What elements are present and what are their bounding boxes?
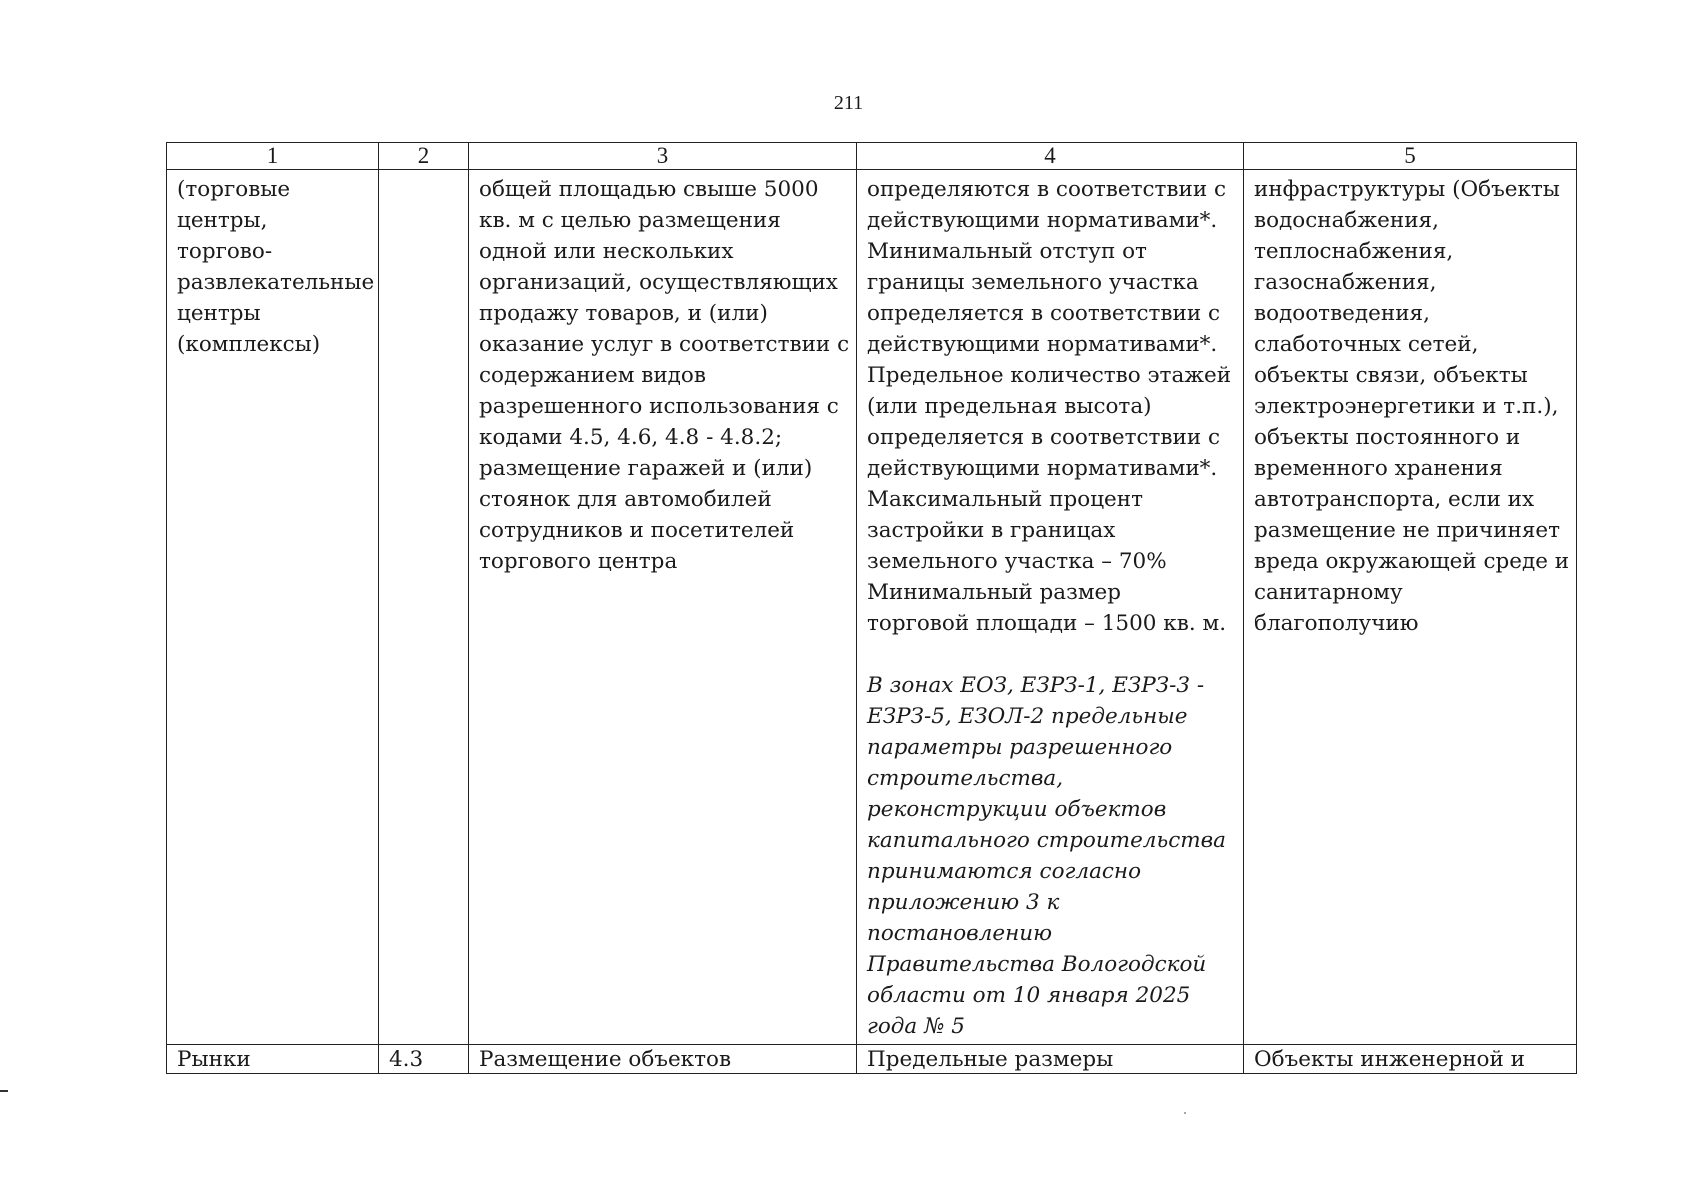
scan-speck (1184, 1112, 1186, 1114)
paragraph-gap (867, 639, 1233, 670)
text-line: продажу товаров, и (или) (479, 301, 768, 326)
text-line: центры (177, 301, 261, 326)
text-line: Минимальный отступ от (867, 239, 1147, 264)
text-line: слаботочных сетей, (1254, 332, 1479, 357)
text-line: стоянок для автомобилей (479, 487, 772, 512)
italic-text-line: Правительства Вологодской (867, 952, 1207, 977)
text-line: центры, (177, 208, 268, 233)
cell-code (379, 170, 469, 1045)
text-line: одной или нескольких (479, 239, 734, 264)
header-col-2: 2 (379, 143, 469, 170)
page-number: 211 (833, 92, 864, 114)
italic-text-line: постановлению (867, 921, 1053, 946)
italic-text-line: области от 10 января 2025 (867, 983, 1191, 1008)
text-line: земельного участка – 70% (867, 549, 1167, 574)
text-line: торговой площади – 1500 кв. м. (867, 611, 1227, 636)
header-col-5: 5 (1244, 143, 1577, 170)
text-line: торгового центра (479, 549, 678, 574)
text-line: определяется в соответствии с (867, 425, 1221, 450)
cell-auxiliary-uses (1244, 170, 1577, 1045)
text-line: (или предельная высота) (867, 394, 1152, 419)
cell-parameters: Предельные размеры (857, 1045, 1244, 1074)
italic-text-line: реконструкции объектов (867, 797, 1167, 822)
text-line: теплоснабжения, (1254, 239, 1454, 264)
text-line: определяется в соответствии с (867, 301, 1221, 326)
text-line: Максимальный процент (867, 487, 1143, 512)
text-line: застройки в границах (867, 518, 1116, 543)
italic-text-line: ЕЗРЗ-5, ЕЗОЛ-2 предельные (867, 704, 1188, 729)
text-line: размещение не причиняет (1254, 518, 1561, 543)
header-row (167, 143, 1577, 170)
text-line: кодами 4.5, 4.6, 4.8 - 4.8.2; (479, 425, 783, 450)
italic-text-line: строительства, (867, 766, 1064, 791)
text-line: автотранспорта, если их (1254, 487, 1535, 512)
zoning-table (166, 142, 1577, 1074)
text-line: оказание услуг в соответствии с (479, 332, 850, 357)
text-line: кв. м с целью размещения (479, 208, 781, 233)
italic-text-line: принимаются согласно (867, 859, 1142, 884)
text-line: объекты связи, объекты (1254, 363, 1528, 388)
text-line: инфраструктуры (Объекты (1254, 177, 1560, 202)
text-line: (торговые (177, 177, 291, 202)
cell-description (469, 170, 857, 1045)
text-line: размещение гаражей и (или) (479, 456, 813, 481)
text-line: объекты постоянного и (1254, 425, 1521, 450)
text-line: санитарному (1254, 580, 1403, 605)
text-line: действующими нормативами*. (867, 332, 1218, 357)
text-line: границы земельного участка (867, 270, 1199, 295)
cell-code: 4.3 (379, 1045, 469, 1074)
table-row (167, 1045, 1577, 1074)
text-line: определяются в соответствии с (867, 177, 1227, 202)
cell-parameters (857, 170, 1244, 1045)
text-line: действующими нормативами*. (867, 456, 1218, 481)
text-line: благополучию (1254, 611, 1419, 636)
text-line: газоснабжения, (1254, 270, 1437, 295)
header-col-4: 4 (857, 143, 1244, 170)
text-line: действующими нормативами*. (867, 208, 1218, 233)
cell-use-name: Рынки (167, 1045, 379, 1074)
text-line: разрешенного использования с (479, 394, 839, 419)
text-line: организаций, осуществляющих (479, 270, 838, 295)
text-line: развлекательные (177, 270, 375, 295)
text-line: электроэнергетики и т.п.), (1254, 394, 1559, 419)
italic-text-line: года № 5 (867, 1014, 965, 1039)
header-col-1: 1 (167, 143, 379, 170)
text-line: Минимальный размер (867, 580, 1122, 605)
cell-auxiliary-uses: Объекты инженерной и (1244, 1045, 1577, 1074)
table-row (167, 170, 1577, 1045)
italic-text-line: капитального строительства (867, 828, 1226, 853)
italic-text-line: В зонах ЕОЗ, ЕЗРЗ-1, ЕЗРЗ-3 - (867, 673, 1205, 698)
text-line: содержанием видов (479, 363, 706, 388)
cell-use-name (167, 170, 379, 1045)
margin-mark (0, 1090, 8, 1092)
italic-text-line: приложению 3 к (867, 890, 1060, 915)
text-line: (комплексы) (177, 332, 321, 357)
text-line: временного хранения (1254, 456, 1503, 481)
text-line: торгово- (177, 239, 273, 264)
text-line: общей площадью свыше 5000 (479, 177, 819, 202)
text-line: водоснабжения, (1254, 208, 1439, 233)
header-col-3: 3 (469, 143, 857, 170)
italic-text-line: параметры разрешенного (867, 735, 1173, 760)
text-line: Предельное количество этажей (867, 363, 1232, 388)
text-line: сотрудников и посетителей (479, 518, 795, 543)
text-line: водоотведения, (1254, 301, 1430, 326)
cell-description: Размещение объектов (469, 1045, 857, 1074)
text-line: вреда окружающей среде и (1254, 549, 1570, 574)
